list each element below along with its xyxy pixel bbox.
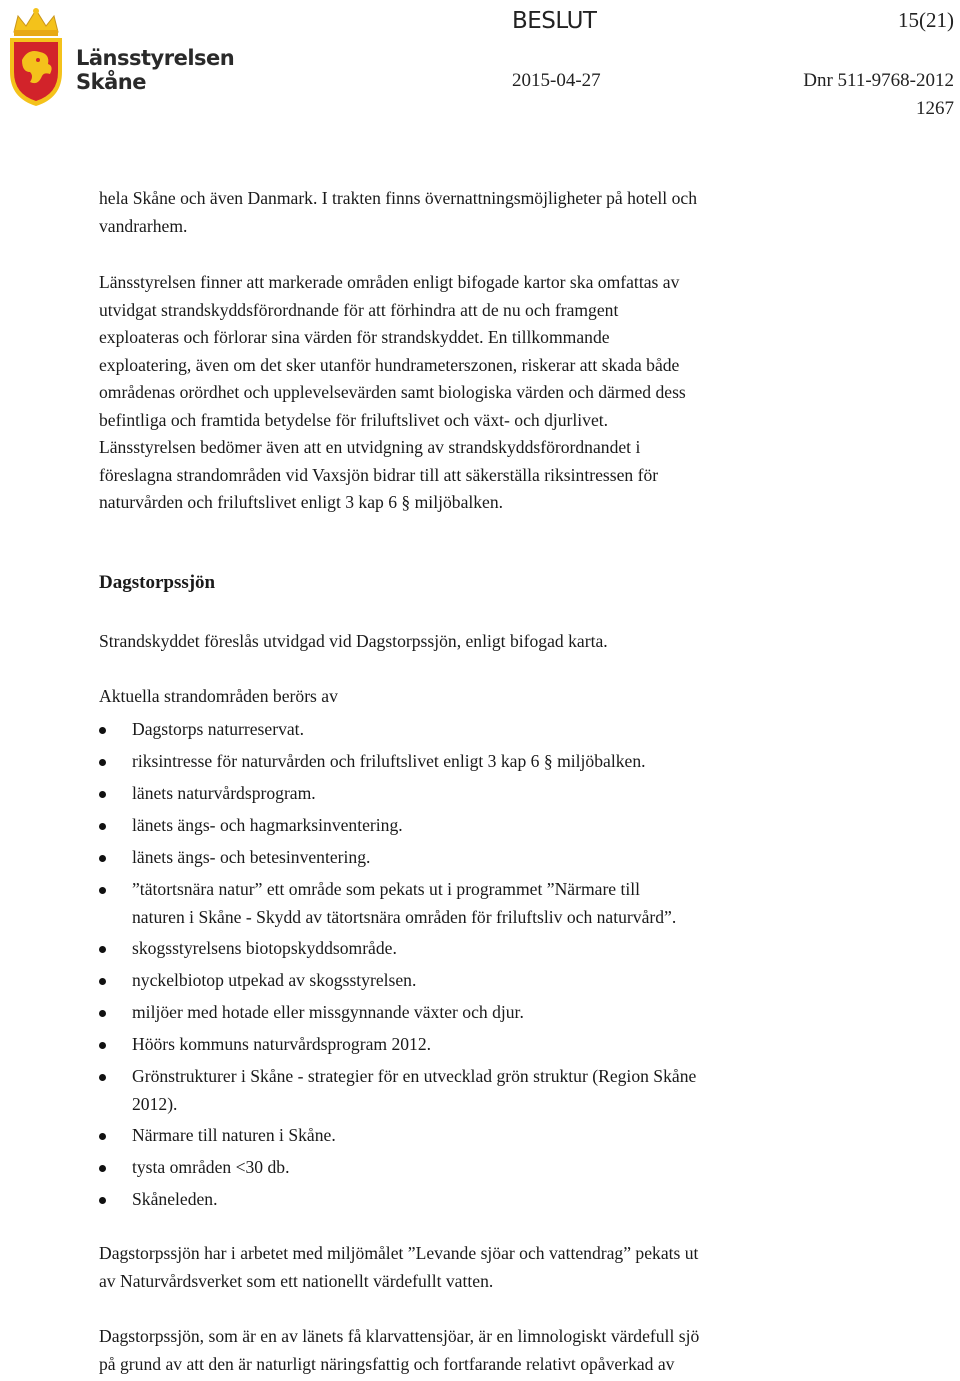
list-item-text: Grönstrukturer i Skåne - strategier för en utvecklad grön struktur (Region Skåne — [132, 1066, 697, 1086]
final-paragraph — [99, 1323, 839, 1378]
intro-paragraph — [99, 185, 839, 240]
bullet-icon — [99, 791, 106, 798]
list-item-text: Närmare till naturen i Skåne. — [132, 1125, 336, 1145]
bullet-icon — [99, 978, 106, 985]
goal-paragraph — [99, 1240, 839, 1295]
list-item-text: nyckelbiotop utpekad av skogsstyrelsen. — [132, 970, 417, 990]
assessment-line: exploateras och förlorar sina värden för strandskyddet. En tillkommande — [99, 327, 610, 347]
list-item-text: Dagstorps naturreservat. — [132, 719, 304, 739]
list-item-text: länets naturvårdsprogram. — [132, 783, 316, 803]
bullet-icon — [99, 1197, 106, 1204]
assessment-line: Länsstyrelsen bedömer även att en utvidgning av strandskyddsförordnandet i — [99, 437, 641, 457]
agency-logo — [4, 2, 235, 112]
assessment-line: föreslagna strandområden vid Vaxsjön bidrar till att säkerställa riksintressen för — [99, 464, 659, 485]
list-item-text: tysta områden <30 db. — [132, 1157, 290, 1177]
list-intro — [99, 683, 839, 711]
section-heading: Dagstorpssjön — [99, 572, 216, 593]
list-item-text: ”tätortsnära natur” ett område som pekats ut i programmet ”Närmare till — [132, 879, 641, 899]
assessment-line: Länsstyrelsen finner att markerade områden enligt bifogade kartor ska omfattas av — [99, 272, 680, 292]
document-type: BESLUT — [512, 8, 597, 34]
proposal-paragraph — [99, 628, 839, 656]
proposal-line: Strandskyddet föreslås utvidgad vid Dagstorpssjön, enligt bifogad karta. — [99, 631, 608, 651]
page-number: 15(21) — [898, 8, 954, 32]
list-item-text: naturen i Skåne - Skydd av tätortsnära områden för friluftsliv och naturvård”. — [132, 906, 677, 927]
logo-text-line2: Skåne — [76, 70, 146, 94]
assessment-line: områdenas orördhet och upplevelsevärden samt biologiska värden och därmed dess — [99, 382, 686, 402]
list-item-text: riksintresse för naturvården och friluftslivet enligt 3 kap 6 § miljöbalken. — [132, 751, 646, 771]
goal-line: av Naturvårdsverket som ett nationellt värdefullt vatten. — [99, 1270, 494, 1291]
list-item-text: Höörs kommuns naturvårdsprogram 2012. — [132, 1034, 432, 1054]
logo-text-line1: Länsstyrelsen — [76, 46, 235, 70]
bullet-icon — [99, 946, 106, 953]
diary-number: Dnr 511-9768-2012 — [803, 70, 954, 91]
skane-coat-of-arms-icon — [4, 2, 68, 110]
bullet-icon — [99, 759, 106, 766]
bullet-icon — [99, 1074, 106, 1081]
diary-sub-number: 1267 — [916, 98, 954, 119]
assessment-line: utvidgat strandskyddsförordnande för att förhindra att de nu och framgent — [99, 299, 619, 320]
bullet-icon — [99, 1165, 106, 1172]
assessment-line: exploatering, även om det sker utanför hundrameterszonen, riskerar att skada både — [99, 354, 680, 375]
bullet-icon — [99, 1133, 106, 1140]
final-line: Dagstorpssjön, som är en av länets få klarvattensjöar, är en limnologiskt värdefull sjö — [99, 1326, 700, 1346]
bullet-icon — [99, 1042, 106, 1049]
bullet-icon — [99, 855, 106, 862]
assessment-paragraph — [99, 269, 839, 517]
intro-line: vandrarhem. — [99, 215, 188, 236]
final-line: på grund av att den är naturligt näringsfattig och fortfarande relativt opåverkad av — [99, 1353, 675, 1374]
list-item-text: miljöer med hotade eller missgynnande växter och djur. — [132, 1002, 524, 1022]
list-item-text: Skåneleden. — [132, 1189, 218, 1209]
bullet-icon — [99, 887, 106, 894]
list-item-text: länets ängs- och betesinventering. — [132, 847, 371, 867]
list-item-text: länets ängs- och hagmarksinventering. — [132, 815, 403, 835]
bullet-icon — [99, 823, 106, 830]
intro-line: hela Skåne och även Danmark. I trakten finns övernattningsmöjligheter på hotell och — [99, 188, 697, 208]
goal-line: Dagstorpssjön har i arbetet med miljömålet ”Levande sjöar och vattendrag” pekats ut — [99, 1243, 699, 1263]
bullet-icon — [99, 727, 106, 734]
list-intro-line: Aktuella strandområden berörs av — [99, 686, 338, 706]
assessment-line: naturvården och friluftslivet enligt 3 kap 6 § miljöbalken. — [99, 492, 504, 512]
assessment-line: befintliga och framtida betydelse för friluftslivet och växt- och djurlivet. — [99, 409, 609, 430]
document-date: 2015-04-27 — [512, 70, 601, 91]
list-item-text: 2012). — [132, 1093, 178, 1114]
list-item-text: skogsstyrelsens biotopskyddsområde. — [132, 938, 397, 958]
bullet-icon — [99, 1010, 106, 1017]
